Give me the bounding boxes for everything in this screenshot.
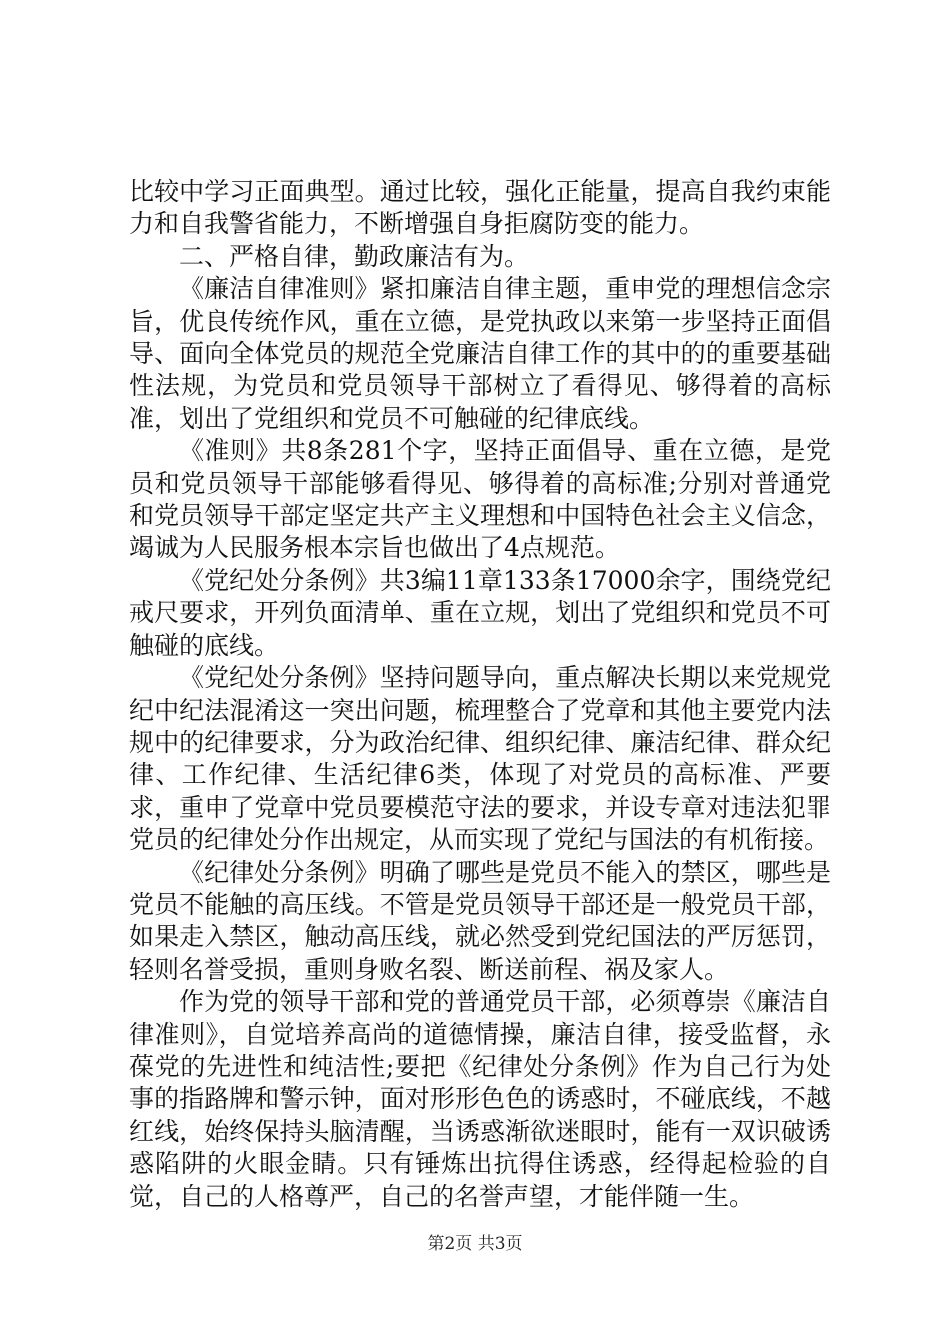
paragraph-discipline-regulations: 《党纪处分条例》共3编11章133条17000余字，围绕党纪戒尺要求，开列负面清单、重在立规，划出了党组织和党员不可触碰的底线。 bbox=[129, 565, 831, 660]
page-number-footer: 第2页 共3页 bbox=[427, 1234, 523, 1254]
paragraph-problem-oriented: 《党纪处分条例》坚持问题导向，重点解决长期以来党规党纪中纪法混淆这一突出问题，梳理整合了党章和其他主要党内法规中的纪律要求，分为政治纪律、组织纪律、廉洁纪律、群众纪律、工作纪律、生活纪律6类，体现了对党员的高标准、严要求，重申了党章中党员要模范守法的要求，并设专章对违法犯罪党员的纪律处分作出规定，从而实现了党纪与国法的有机衔接。 bbox=[129, 663, 831, 855]
paragraph-continuation: 比较中学习正面典型。通过比较，强化正能量，提高自我约束能力和自我警省能力，不断增强自身拒腐防变的能力。 bbox=[129, 177, 831, 239]
paragraph-forbidden-zones: 《纪律处分条例》明确了哪些是党员不能入的禁区，哪些是党员不能触的高压线。不管是党员领导干部还是一般党员干部，如果走入禁区，触动高压线，就必然受到党纪国法的严厉惩罚，轻则名誉受损，重则身败名裂、断送前程、祸及家人。 bbox=[129, 857, 831, 984]
section-heading: 二、严格自律，勤政廉洁有为。 bbox=[179, 241, 530, 271]
document-body bbox=[129, 176, 831, 1213]
paragraph-conclusion: 作为党的领导干部和党的普通党员干部，必须尊崇《廉洁自律准则》，自觉培养高尚的道德情操，廉洁自律，接受监督，永葆党的先进性和纯洁性;要把《纪律处分条例》作为自己行为处事的指路牌和警示钟，面对形形色色的诱惑时，不碰底线，不越红线，始终保持头脑清醒，当诱惑渐欲迷眼时，能有一双识破诱惑陷阱的火眼金睛。只有锤炼出抗得住诱惑，经得起检验的自觉，自己的人格尊严，自己的名誉声望，才能伴随一生。 bbox=[129, 987, 831, 1211]
paragraph-integrity-code: 《廉洁自律准则》紧扣廉洁自律主题，重申党的理想信念宗旨，优良传统作风，重在立德，是党执政以来第一步坚持正面倡导、面向全体党员的规范全党廉洁自律工作的其中的的重要基础性法规，为党员和党员领导干部树立了看得见、够得着的高标准，划出了党组织和党员不可触碰的纪律底线。 bbox=[129, 274, 831, 433]
paragraph-code-summary: 《准则》共8条281个字，坚持正面倡导、重在立德，是党员和党员领导干部能够看得见、够得着的高标准;分别对普通党和党员领导干部定坚定共产主义理想和中国特色社会主义信念，竭诚为人民服务根本宗旨也做出了4点规范。 bbox=[129, 436, 831, 563]
